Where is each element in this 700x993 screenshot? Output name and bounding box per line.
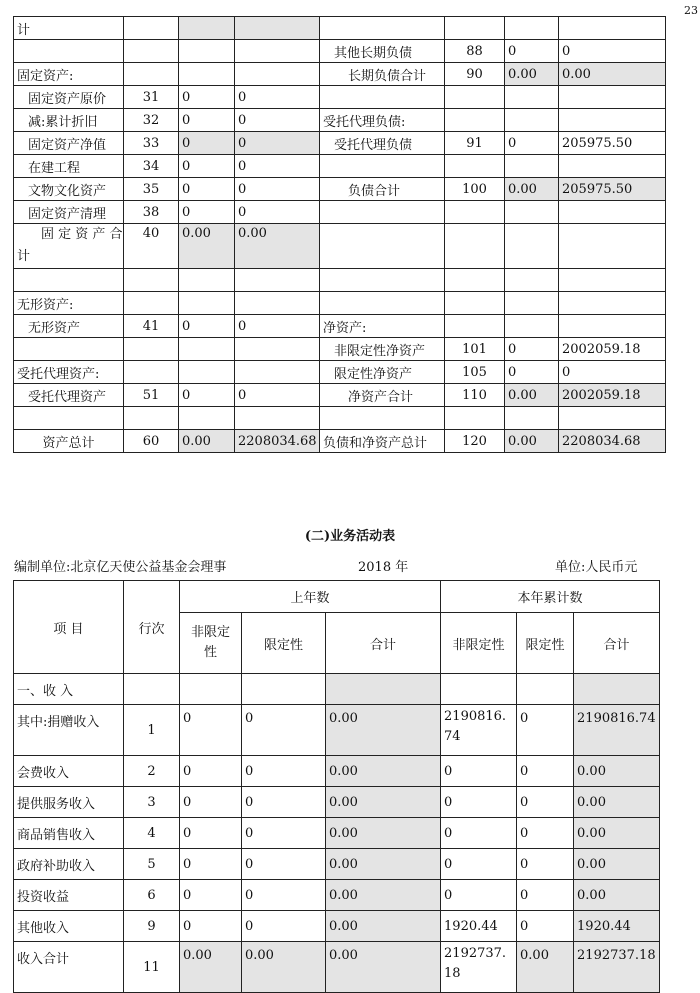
value-cell: 0.00 (179, 430, 235, 453)
table-row (14, 40, 666, 63)
header-total: 合计 (574, 613, 660, 674)
value-cell: 1920.44 (441, 911, 517, 942)
table-row (14, 292, 666, 315)
value-cell: 0 (180, 756, 242, 787)
value-cell: 0 (242, 818, 326, 849)
table-row (14, 338, 666, 361)
value-cell: 0 (235, 132, 320, 155)
value-cell: 0.00 (179, 224, 235, 269)
table-row (14, 86, 666, 109)
line-number-cell: 100 (445, 178, 505, 201)
value-cell: 0 (180, 849, 242, 880)
value-cell: 0.00 (517, 942, 574, 993)
line-number-cell: 88 (445, 40, 505, 63)
value-cell: 0 (180, 705, 242, 756)
value-cell: 0.00 (574, 849, 660, 880)
value-cell: 2190816. 74 (441, 705, 517, 756)
line-number-cell: 32 (124, 109, 179, 132)
value-cell: 0 (180, 818, 242, 849)
value-cell: 0 (235, 178, 320, 201)
line-number-cell: 40 (124, 224, 179, 269)
section-label: 一、收 入 (14, 674, 124, 705)
header-restricted: 限定性 (517, 613, 574, 674)
table-row (14, 315, 666, 338)
value-cell: 0 (441, 849, 517, 880)
value-cell: 1920.44 (574, 911, 660, 942)
liability-name-cell: 净资产: (320, 315, 445, 338)
line-number-cell: 3 (124, 787, 180, 818)
table-row (14, 849, 660, 880)
liability-name-cell: 非限定性净资产 (320, 338, 445, 361)
item-name: 其他收入 (14, 911, 124, 942)
item-name: 会费收入 (14, 756, 124, 787)
line-number-cell: 11 (124, 942, 180, 993)
value-cell: 0.00 (326, 849, 441, 880)
value-cell: 0.00 (326, 880, 441, 911)
line-number-cell: 110 (445, 384, 505, 407)
value-cell: 0 (517, 880, 574, 911)
asset-name-cell: 受托代理资产: (14, 361, 124, 384)
value-cell: 2002059.18 (559, 338, 666, 361)
asset-name-line: 计 (17, 249, 31, 264)
header-line: 行次 (124, 581, 180, 674)
liability-name-cell: 限定性净资产 (320, 361, 445, 384)
header-total: 合计 (326, 613, 441, 674)
section-title: (二)业务活动表 (304, 529, 396, 544)
value-cell: 0.00 (574, 787, 660, 818)
currency-unit: 单位:人民币元 (555, 560, 638, 575)
value-cell: 0.00 (326, 911, 441, 942)
value-cell: 2190816.74 (574, 705, 660, 756)
page-number: 23 (684, 4, 698, 17)
value-cell: 0 (559, 40, 666, 63)
liability-name-cell: 长期负债合计 (320, 63, 445, 86)
table-row (14, 787, 660, 818)
asset-name-cell: 受托代理资产 (14, 384, 124, 407)
liability-name-cell: 受托代理负债: (320, 109, 445, 132)
asset-name-cell: 减:累计折旧 (14, 109, 124, 132)
item-name: 其中:捐赠收入 (14, 705, 124, 756)
value-cell: 0 (441, 787, 517, 818)
table-row (14, 942, 660, 993)
table-row (14, 674, 660, 705)
value-cell: 0 (242, 911, 326, 942)
item-name: 商品销售收入 (14, 818, 124, 849)
asset-name-cell: 文物文化资产 (14, 178, 124, 201)
value-cell: 0 (180, 787, 242, 818)
line-number-cell: 41 (124, 315, 179, 338)
value-cell: 0 (505, 40, 559, 63)
header-prev-year: 上年数 (180, 581, 441, 613)
asset-name-cell (14, 224, 124, 269)
value-cell: 0.00 (574, 880, 660, 911)
table-row (14, 17, 666, 40)
value-cell: 2002059.18 (559, 384, 666, 407)
value-cell: 0 (242, 849, 326, 880)
table-row (14, 756, 660, 787)
value-cell: 0.00 (326, 818, 441, 849)
value-cell: 0.00 (326, 705, 441, 756)
value-cell: 0 (179, 315, 235, 338)
value-cell: 0.00 (559, 63, 666, 86)
value-cell: 0.00 (326, 942, 441, 993)
value-cell: 0 (180, 911, 242, 942)
value-cell: 2208034.68 (559, 430, 666, 453)
liability-name-cell: 净资产合计 (320, 384, 445, 407)
value-cell: 0 (179, 201, 235, 224)
line-number-cell: 51 (124, 384, 179, 407)
value-cell: 0 (179, 155, 235, 178)
item-name: 收入合计 (14, 942, 124, 993)
line-number-cell: 34 (124, 155, 179, 178)
preparer-unit: 编制单位:北京亿天使公益基金会理事 (14, 560, 227, 575)
table-row (14, 132, 666, 155)
table-header-row (14, 581, 660, 613)
table-row (14, 361, 666, 384)
asset-name-cell: 计 (14, 17, 124, 40)
value-cell: 0.00 (326, 756, 441, 787)
value-cell: 0 (242, 787, 326, 818)
line-number-cell: 5 (124, 849, 180, 880)
line-number-cell: 91 (445, 132, 505, 155)
table-row (14, 705, 660, 756)
value-cell: 0 (242, 880, 326, 911)
line-number-cell: 35 (124, 178, 179, 201)
value-cell: 0.00 (180, 942, 242, 993)
value-cell: 0 (242, 705, 326, 756)
liability-name-cell: 受托代理负债 (320, 132, 445, 155)
asset-name-cell: 无形资产 (14, 315, 124, 338)
value-cell: 0.00 (574, 756, 660, 787)
balance-sheet-table (13, 16, 666, 453)
header-item: 项 目 (14, 581, 124, 674)
value-cell: 0 (235, 201, 320, 224)
table-row (14, 201, 666, 224)
value-cell: 2192737. 18 (441, 942, 517, 993)
value-cell: 0.00 (505, 178, 559, 201)
asset-name-line: 固 定 资 产 合 (41, 227, 123, 242)
line-number-cell: 31 (124, 86, 179, 109)
line-number-cell: 1 (124, 705, 180, 756)
value-cell: 0 (235, 86, 320, 109)
asset-name-cell: 无形资产: (14, 292, 124, 315)
value-cell: 0 (179, 109, 235, 132)
value-cell: 2192737.18 (574, 942, 660, 993)
value-cell: 0 (235, 384, 320, 407)
value-cell: 0 (441, 880, 517, 911)
value-cell: 205975.50 (559, 178, 666, 201)
report-year: 2018 年 (358, 560, 409, 575)
value-cell: 0 (441, 818, 517, 849)
line-number-cell: 38 (124, 201, 179, 224)
line-number-cell: 101 (445, 338, 505, 361)
value-cell: 0 (179, 132, 235, 155)
line-number-cell: 6 (124, 880, 180, 911)
header-unrestricted: 非限定性 (441, 613, 517, 674)
value-cell: 0.00 (326, 787, 441, 818)
line-number-cell: 4 (124, 818, 180, 849)
item-name: 投资收益 (14, 880, 124, 911)
liability-name-cell: 负债和净资产总计 (320, 430, 445, 453)
value-cell: 0 (517, 705, 574, 756)
value-cell: 0.00 (242, 942, 326, 993)
value-cell: 0 (517, 849, 574, 880)
liability-name-cell: 其他长期负债 (320, 40, 445, 63)
table-row (14, 63, 666, 86)
liability-name-cell: 负债合计 (320, 178, 445, 201)
value-cell: 0.00 (574, 818, 660, 849)
value-cell: 0.00 (505, 63, 559, 86)
activity-table (13, 580, 660, 993)
value-cell: 0 (505, 338, 559, 361)
line-number-cell: 90 (445, 63, 505, 86)
table-row (14, 224, 666, 269)
value-cell: 0 (235, 155, 320, 178)
table-row (14, 178, 666, 201)
value-cell: 0 (505, 132, 559, 155)
value-cell: 0 (505, 361, 559, 384)
value-cell: 0 (179, 384, 235, 407)
line-number-cell: 9 (124, 911, 180, 942)
asset-name-cell: 资产总计 (14, 430, 124, 453)
item-name: 提供服务收入 (14, 787, 124, 818)
line-number-cell: 60 (124, 430, 179, 453)
asset-name-cell: 固定资产原价 (14, 86, 124, 109)
line-number-cell: 33 (124, 132, 179, 155)
value-cell: 0 (517, 818, 574, 849)
table-row (14, 818, 660, 849)
table-row (14, 155, 666, 178)
value-cell: 0 (235, 109, 320, 132)
header-restricted: 限定性 (242, 613, 326, 674)
value-cell: 0 (179, 178, 235, 201)
line-number-cell: 120 (445, 430, 505, 453)
table-row (14, 109, 666, 132)
line-number-cell: 105 (445, 361, 505, 384)
item-name: 政府补助收入 (14, 849, 124, 880)
value-cell: 0 (180, 880, 242, 911)
value-cell: 0 (517, 911, 574, 942)
line-number-cell: 2 (124, 756, 180, 787)
value-cell: 0 (179, 86, 235, 109)
asset-name-cell: 在建工程 (14, 155, 124, 178)
asset-name-cell: 固定资产: (14, 63, 124, 86)
table-row (14, 269, 666, 292)
value-cell: 0 (441, 756, 517, 787)
value-cell: 0.00 (505, 430, 559, 453)
value-cell: 0 (559, 361, 666, 384)
value-cell: 0 (517, 787, 574, 818)
table-row (14, 407, 666, 430)
header-cur-year: 本年累计数 (441, 581, 660, 613)
table-row (14, 911, 660, 942)
value-cell: 2208034.68 (235, 430, 320, 453)
table-row (14, 430, 666, 453)
asset-name-cell: 固定资产清理 (14, 201, 124, 224)
value-cell: 0 (242, 756, 326, 787)
table-row (14, 384, 666, 407)
header-unrestricted: 非限定 性 (180, 613, 242, 674)
value-cell: 0 (235, 315, 320, 338)
asset-name-cell: 固定资产净值 (14, 132, 124, 155)
value-cell: 205975.50 (559, 132, 666, 155)
value-cell: 0.00 (505, 384, 559, 407)
value-cell: 0 (517, 756, 574, 787)
value-cell: 0.00 (235, 224, 320, 269)
table-row (14, 880, 660, 911)
